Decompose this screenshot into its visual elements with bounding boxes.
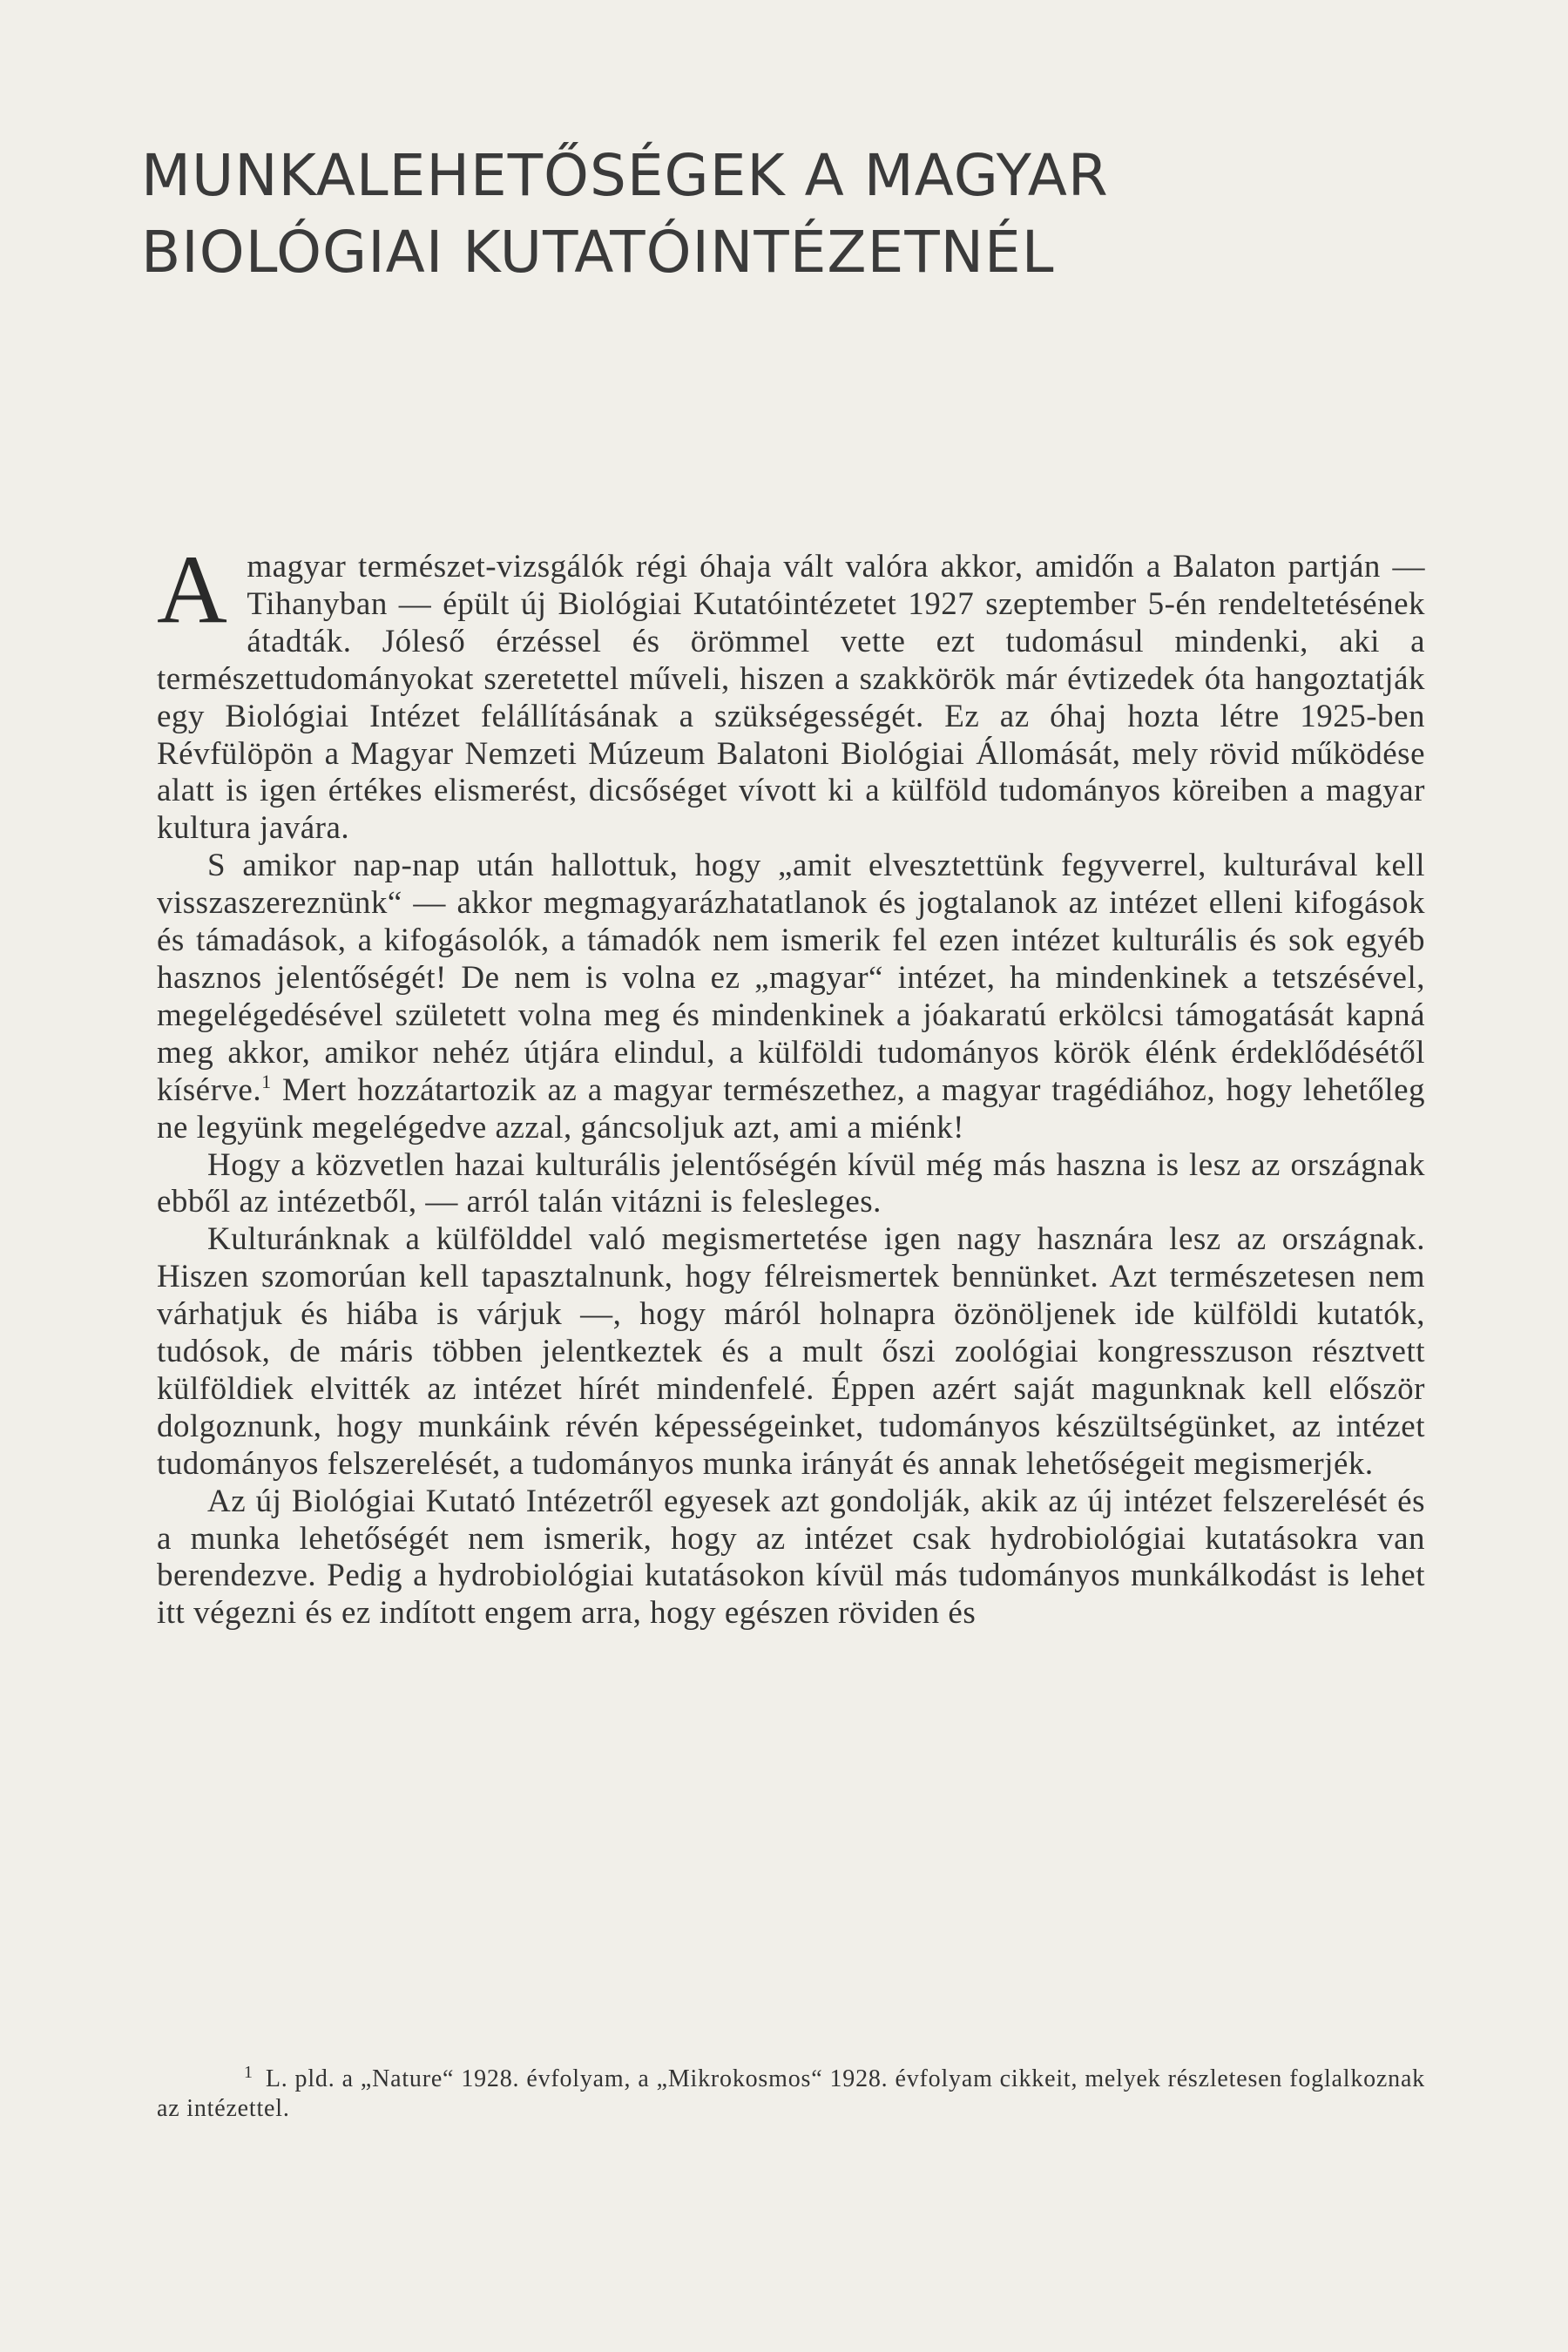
article-title bbox=[141, 138, 1448, 291]
paragraph-4: Kulturánknak a külfölddel való megismertetése igen nagy hasznára lesz az országnak. Hiszen szomorúan kell tapasztalnunk, hogy félreismertek bennünket. Azt természetesen nem várhatjuk és hiába is várjuk —, hogy máról holnapra özönöljenek ide külföldi kutatók, tudósok, de máris többen jelentkeztek és a mult őszi zoológiai kongresszuson résztvett külföldiek elvitték az intézet hírét mindenfelé. Éppen azért saját magunknak kell először dolgoznunk, hogy munkáink révén képességeinket, tudományos készültségünket, az intézet tudományos felszerelését, a tudományos munka irányát és annak lehetőségeit megismerjék. bbox=[157, 1221, 1425, 1482]
footnote-text: L. pld. a „Nature“ 1928. évfolyam, a „Mikrokosmos“ 1928. évfolyam cikkeit, melyek részletesen foglalkoznak az intézettel. bbox=[157, 2065, 1425, 2122]
paragraph-2 bbox=[157, 848, 1425, 1146]
title-line-2: BIOLÓGIAI KUTATÓINTÉZETNÉL bbox=[141, 219, 1055, 286]
paragraph-1 bbox=[157, 536, 1425, 848]
title-line-1: MUNKALEHETŐSÉGEK A MAGYAR bbox=[141, 142, 1109, 209]
drop-cap: A bbox=[157, 536, 228, 644]
footnote-mark: 1 bbox=[244, 2063, 253, 2082]
paragraph-5: Az új Biológiai Kutató Intézetről egyesek azt gondolják, akik az új intézet felszerelését és a munka lehetőségét nem ismerik, hogy az intézet csak hydrobiológiai kutatásokra van berendezve. Pedig a hydrobiológiai kutatásokon kívül más tudományos munkálkodást is lehet itt végezni és ez indított engem arra, hogy egészen röviden és bbox=[157, 1483, 1425, 1632]
article-body bbox=[157, 536, 1425, 1632]
footnote-reference: 1 bbox=[261, 1070, 272, 1092]
footnote bbox=[157, 2065, 1425, 2124]
paragraph-2-text-a: S amikor nap-nap után hallottuk, hogy „amit elvesztettünk fegyverrel, kulturával kell visszaszereznünk“ — akkor megmagyarázhatatlanok és jogtalanok az intézet elleni kifogások és támadások, a kifogásolók, a támadók nem ismerik fel ezen intézet kulturális és sok egyéb hasznos jelentőségét! De nem is volna ez „magyar“ intézet, ha mindenkinek a tetszésével, megelégedésével született volna meg és mindenkinek a jóakaratú erkölcsi támogatását kapná meg akkor, amikor nehéz útjára elindul, a külföldi tudományos körök élénk érdeklődésétől kísérve. bbox=[157, 848, 1425, 1108]
paragraph-3: Hogy a közvetlen hazai kulturális jelentőségén kívül még más haszna is lesz az országnak ebből az intézetből, — arról talán vitázni is felesleges. bbox=[157, 1146, 1425, 1220]
paragraph-2-text-b: Mert hozzátartozik az a magyar természethez, a magyar tragédiához, hogy lehetőleg ne legyünk megelégedve azzal, gáncsoljuk azt, ami a miénk! bbox=[157, 1071, 1425, 1146]
paragraph-1-text: magyar természet-vizsgálók régi óhaja vált valóra akkor, amidőn a Balaton partján — Tihanyban — épült új Biológiai Kutatóintézetet 1927 szeptember 5-én rendeltetésének átadták. Jóleső érzéssel és örömmel vette ezt tudomásul mindenki, aki a természettudományokat szeretettel műveli, hiszen a szakkörök már évtizedek óta hangoztatják egy Biológiai Intézet felállításának a szükségességét. Ez az óhaj hozta létre 1925-ben Révfülöpön a Magyar Nemzeti Múzeum Balatoni Biológiai Állomását, mely rövid működése alatt is igen értékes elismerést, dicsőséget vívott ki a külföld tudományos köreiben a magyar kultura javára. bbox=[157, 549, 1425, 847]
